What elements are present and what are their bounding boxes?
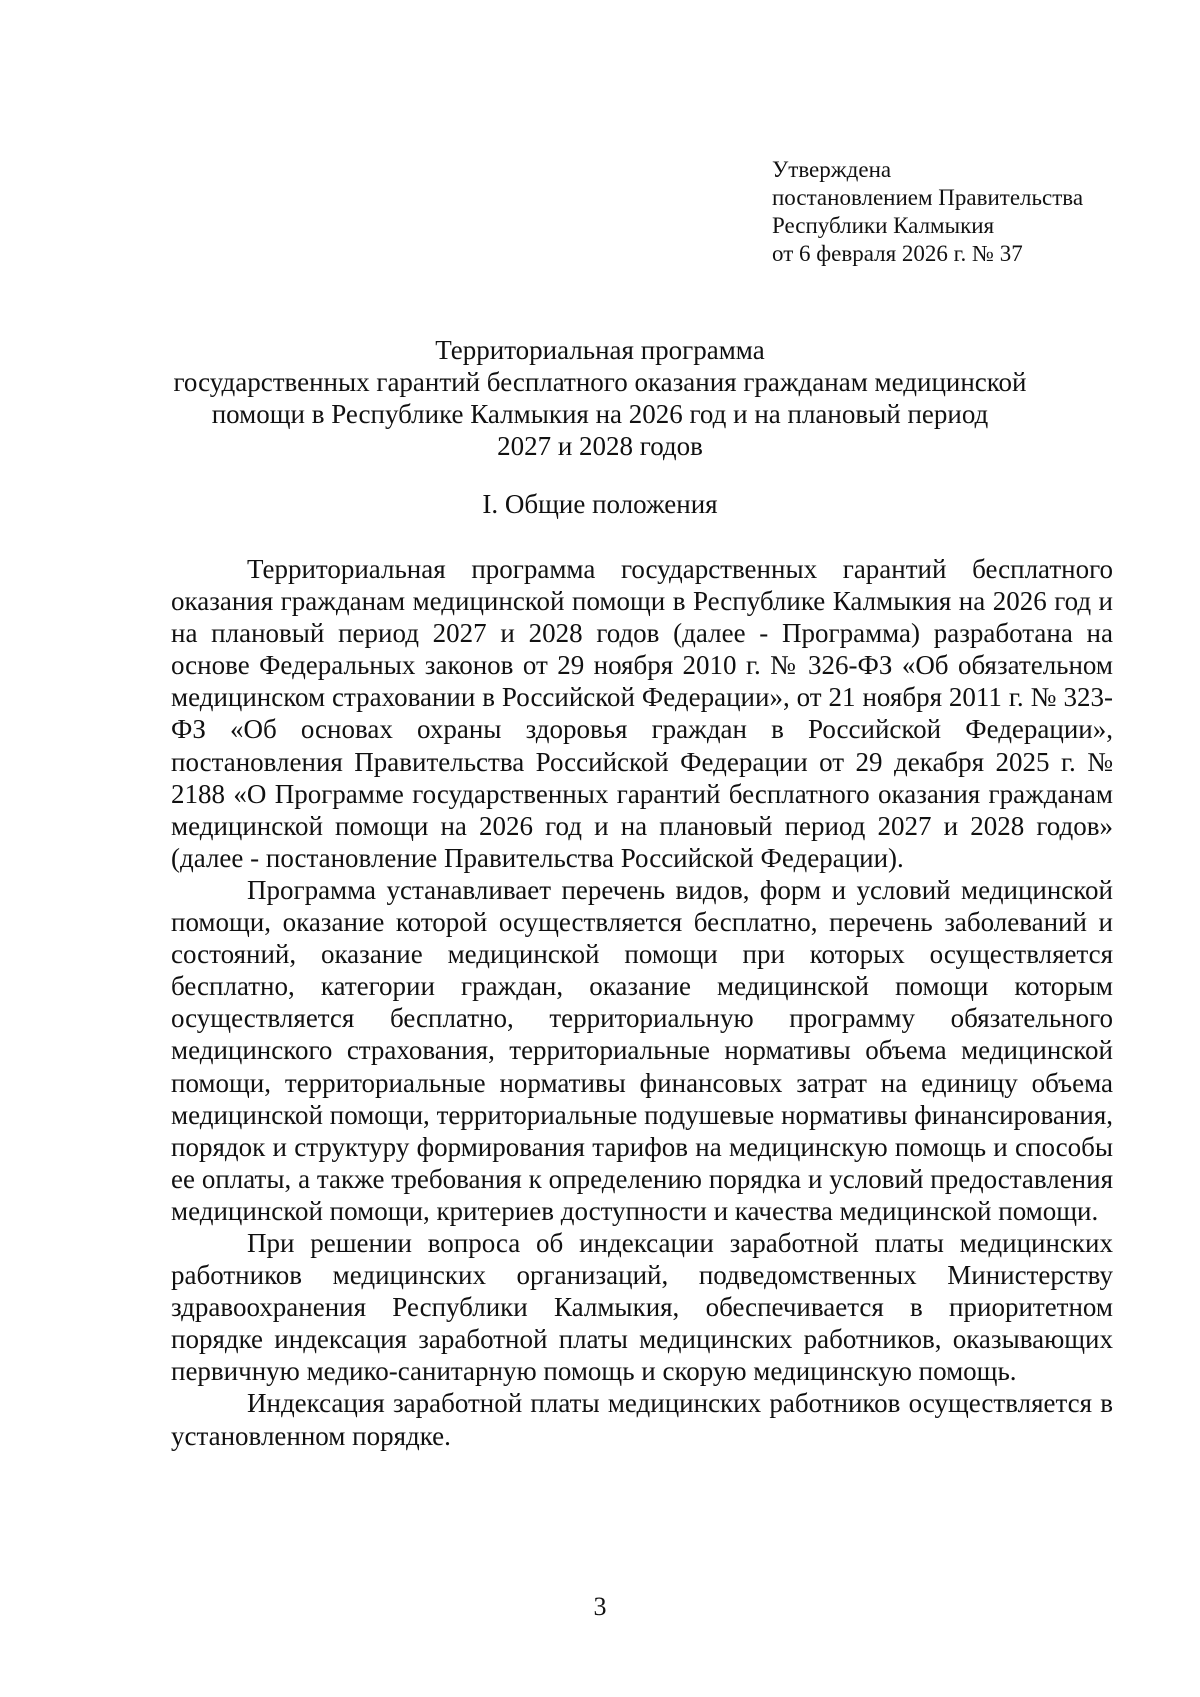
title-line-4: 2027 и 2028 годов — [497, 431, 703, 461]
approval-line-resolution: постановлением Правительства — [772, 185, 1084, 210]
approval-block — [772, 156, 1132, 268]
paragraph-program-basis: Территориальная программа государственных гарантий бесплатного оказания гражданам медицинской помощи в Республике Калмыкия на 2026 год и на плановый период 2027 и 2028 годов (далее - Программа) разработана на основе Федеральных законов от 29 ноября 2010 г. № 326-ФЗ «Об обязательном медицинском страховании в Российской Федерации», от 21 ноября 2011 г. № 323-ФЗ «Об основах охраны здоровья граждан в Российской Федерации», постановления Правительства Российской Федерации от 29 декабря 2025 г. № 2188 «О Программе государственных гарантий бесплатного оказания гражданам медицинской помощи на 2026 год и на плановый период 2027 и 2028 годов» (далее - постановление Правительства Российской Федерации). — [171, 554, 1113, 873]
section-heading: I. Общие положения — [482, 489, 718, 519]
document-title — [150, 334, 1050, 462]
title-line-1: Территориальная программа — [435, 335, 765, 365]
title-line-3: помощи в Республике Калмыкия на 2026 год и на плановый период — [211, 399, 989, 429]
paragraph-salary-indexation-procedure: Индексация заработной платы медицинских работников осуществляется в установленном порядке. — [171, 1388, 1113, 1451]
paragraph-salary-indexation-priority: При решении вопроса об индексации заработной платы медицинских работников медицинских организаций, подведомственных Министерству здравоохранения Республики Калмыкия, обеспечивается в приоритетном порядке индексация заработной платы медицинских работников, оказывающих первичную медико-санитарную помощь и скорую медицинскую помощь. — [171, 1227, 1113, 1387]
approval-line-date-number: от 6 февраля 2026 г. № 37 — [772, 241, 1023, 266]
body-text — [171, 553, 1113, 1452]
title-line-2: государственных гарантий бесплатного оказания гражданам медицинской — [173, 367, 1027, 397]
paragraph-program-scope: Программа устанавливает перечень видов, форм и условий медицинской помощи, оказание которой осуществляется бесплатно, перечень заболеваний и состояний, оказание медицинской помощи при которых осуществляется бесплатно, категории граждан, оказание медицинской помощи которым осуществляется бесплатно, территориальную программу обязательного медицинского страхования, территориальные нормативы объема медицинской помощи, территориальные нормативы финансовых затрат на единицу объема медицинской помощи, территориальные подушевые нормативы финансирования, порядок и структуру формирования тарифов на медицинскую помощь и способы ее оплаты, а также требования к определению порядка и условий предоставления медицинской помощи, критериев доступности и качества медицинской помощи. — [171, 874, 1113, 1226]
approval-line-approved: Утверждена — [772, 157, 892, 182]
approval-line-republic: Республики Калмыкия — [772, 213, 995, 238]
page-number: 3 — [593, 1592, 607, 1621]
